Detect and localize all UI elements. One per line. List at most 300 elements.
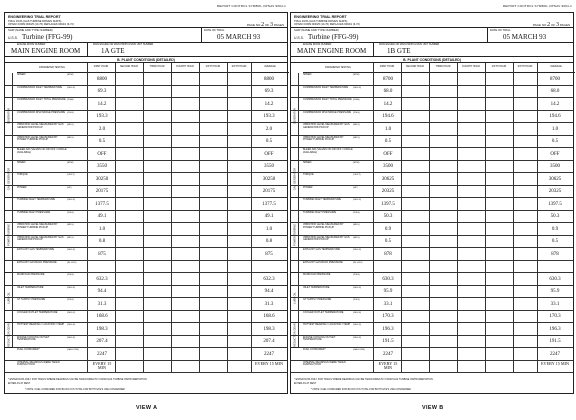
main-engine-value: 1B GTE <box>387 47 411 55</box>
parameter-label: MANIFOLD PRESSURE <box>303 273 331 276</box>
average-value: 20325 <box>548 189 562 194</box>
first-hour-value: 14.2 <box>383 101 393 107</box>
parameter-label: TURBINE INLET TEMPERATURE <box>17 198 56 201</box>
side-band-label: POWER TURBINE <box>5 198 13 273</box>
parameter-unit: (PSIG) <box>353 111 360 114</box>
parameter-label: BLEED AIR (VALVES ON OR OFF / CIRCLE AVAILABLE) <box>17 148 67 154</box>
form-subtitle: TRIAL DATA (GAS TURBINE DRIVEN SHIPS) <box>8 19 62 23</box>
average-value: 8700 <box>550 76 560 82</box>
table-row <box>291 86 573 99</box>
average-value: 2.0 <box>265 126 273 132</box>
report-sheet-view-b <box>290 4 574 396</box>
average-value: 0.5 <box>265 139 273 144</box>
table-row <box>5 223 287 236</box>
parameter-unit: (MILS) <box>67 136 74 139</box>
parameter-unit: (DEG F) <box>67 286 76 289</box>
side-band-label: GENERATOR <box>5 73 13 161</box>
form-subtitle: TRIAL DATA (GAS TURBINE DRIVEN SHIPS) <box>294 19 348 23</box>
first-hour-value: 194.6 <box>382 114 394 119</box>
parameter-label: ENGINE COOLING OUTLET TEMPERATURE <box>303 335 336 342</box>
col-header-1: FIRST HOUR <box>373 63 401 73</box>
first-hour-value: 0.8 <box>98 239 106 244</box>
average-value: 49.1 <box>264 214 274 219</box>
table-row <box>291 211 573 224</box>
first-hour-value: 69.3 <box>97 89 107 94</box>
side-band-label: REDUCTION GEAR <box>291 323 299 348</box>
table-row <box>5 86 287 99</box>
parameter-unit: (DEG F) <box>353 249 362 251</box>
side-band-label: GAS GENERATOR <box>291 161 299 199</box>
parameter-unit: (IN. H2O) <box>353 261 363 264</box>
table-row <box>5 273 287 286</box>
parameter-unit: (DEG F) <box>67 336 76 339</box>
parameter-label: GT SUPPLY PRESSURE <box>303 298 332 301</box>
average-value: 1397.5 <box>548 201 562 207</box>
average-value: 50.3 <box>550 214 560 219</box>
parameter-unit: (DEG F) <box>353 199 362 201</box>
parameter-unit: (PSIG) <box>353 211 360 214</box>
parameter-label: SPEED <box>303 73 312 76</box>
first-hour-value: 8800 <box>97 76 107 82</box>
parameter-label: POWER <box>17 185 27 189</box>
form-number: OPNAV FORM 9094/5 (10-76) REPLACES 9094/1 (6-72) <box>8 22 74 26</box>
first-hour-value: 14.2 <box>97 101 107 107</box>
table-row <box>5 111 287 124</box>
col-header-3: THIRD HOUR <box>429 63 457 73</box>
first-hour-value: 196.3 <box>382 326 394 332</box>
parameter-label: INTERVAL READINGS WERE TAKEN DURING HOUR <box>303 360 346 367</box>
engine-room-label: ENGINE ROOM NUMBER <box>303 43 332 46</box>
trial-date: 05 MARCH 93 <box>503 33 547 41</box>
view-b-caption: VIEW B <box>422 405 444 411</box>
parameter-unit: (PSIG) <box>67 111 74 114</box>
first-hour-value: 875 <box>98 251 106 257</box>
parameter-label: HOTTEST BEARING / LOCATION / TEMP <box>303 323 351 326</box>
col-header-4: FOURTH HOUR <box>171 63 199 73</box>
ship-prefix: U.S.S. <box>294 36 304 40</box>
parameter-unit: (MILS) <box>353 224 360 226</box>
parameter-label: ENGINE COOLING OUTLET TEMPERATURE <box>17 335 50 342</box>
first-hour-value: 1.0 <box>98 226 106 232</box>
trial-date: 05 MARCH 93 <box>217 33 261 41</box>
parameter-unit: (DEG F) <box>353 286 362 289</box>
parameter-label: SPEED <box>303 160 312 164</box>
col-header-2: SECOND HOUR <box>401 63 429 73</box>
parameter-label: TORQUE <box>303 173 314 176</box>
parameter-unit: (IN. H2O) <box>67 261 77 264</box>
first-hour-value: 632.3 <box>96 276 108 282</box>
parameter-unit: (DEG F) <box>67 311 76 314</box>
average-value: EVERY 15 MIN <box>255 360 283 366</box>
page-total: 3 <box>270 22 274 28</box>
table-row <box>5 298 287 311</box>
parameter-label: SPEED <box>17 160 26 164</box>
col-header-5: FIFTH HOUR <box>199 63 227 73</box>
average-value: 194.6 <box>549 114 561 119</box>
table-row <box>5 348 287 361</box>
average-value: 94.4 <box>264 289 274 294</box>
table-row <box>291 336 573 349</box>
col-header-4: FOURTH HOUR <box>457 63 485 73</box>
average-value: 30250 <box>262 176 276 182</box>
first-hour-value: 0.5 <box>384 139 392 144</box>
page-total: 3 <box>556 22 560 28</box>
col-header-6: SIXTH HOUR <box>227 63 251 73</box>
table-row <box>291 161 573 174</box>
average-value: 0.5 <box>551 239 559 244</box>
first-hour-value: 20325 <box>381 189 395 194</box>
table-row <box>5 248 287 261</box>
parameter-unit: (PSIG) <box>353 274 360 276</box>
side-band-label: GAS GENERATOR <box>5 161 13 199</box>
parameter-unit: (MILS) <box>67 124 74 126</box>
average-value: 68.0 <box>550 89 560 94</box>
parameter-unit: (RPM) <box>353 74 360 76</box>
side-band-label: REDUCTION GEAR <box>5 323 13 348</box>
ship-label: SHIP (NAME AND TYPE NUMBER) <box>8 28 53 32</box>
first-hour-value: 30625 <box>381 176 395 182</box>
parameter-unit: (LB-FT) <box>353 174 361 176</box>
parameter-unit: (PSIA) <box>353 99 360 101</box>
side-band-label: GENERATOR <box>291 73 299 161</box>
first-hour-value: 1397.5 <box>381 201 395 207</box>
parameter-label: INLET TEMPERATURE <box>303 285 330 289</box>
footnote-1: * ENTER DATA ONLY FOR TRIALS WHERE READINGS CAN BE TAKEN DIRECTLY FROM GAS TURBINE INSTRUMENTATION <box>8 378 147 381</box>
col-header-2: SECOND HOUR <box>115 63 143 73</box>
table-row <box>291 248 573 261</box>
ship-label: SHIP (NAME AND TYPE NUMBER) <box>294 28 339 32</box>
col-header-6: SIXTH HOUR <box>513 63 537 73</box>
average-value: 2247 <box>264 351 274 357</box>
col-header-1: FIRST HOUR <box>87 63 115 73</box>
table-row <box>291 323 573 336</box>
average-value: 191.5 <box>549 339 561 344</box>
parameter-unit: (DEG F) <box>353 336 362 339</box>
first-hour-value: OFF <box>383 151 393 157</box>
parameter-unit: (DEG F) <box>67 199 76 201</box>
parameter-unit: (MILS) <box>67 224 74 226</box>
first-hour-value: 68.0 <box>383 89 393 94</box>
main-engine-label: MAIN ENGINE OR MAIN PROPULSION UNIT NUMBER <box>93 43 154 46</box>
average-value: OFF <box>264 151 274 157</box>
table-row <box>5 136 287 149</box>
col-header-7: AVERAGE <box>251 63 289 73</box>
first-hour-value: 2.0 <box>98 126 106 132</box>
first-hour-value: 1377.5 <box>95 201 109 207</box>
parameter-unit: (RPM) <box>67 74 74 76</box>
first-hour-value: 170.3 <box>382 314 394 319</box>
parameter-unit: (HP) <box>67 186 72 189</box>
table-row <box>5 148 287 161</box>
section-heading: B. PLANT CONDITIONS (DETAILED) <box>5 57 287 63</box>
parameter-label: VIBRATION LEVEL MEASURED BY POWER TURBINE PICKUP <box>17 223 58 229</box>
table-row <box>291 186 573 199</box>
date-label: DATE OF TRIAL <box>490 28 511 32</box>
parameter-label: COMPRESSOR INLET TOTAL PRESSURE <box>303 98 352 101</box>
parameter-label: SPEED <box>17 73 26 76</box>
parameter-unit: (PSIG) <box>353 299 360 301</box>
table-row <box>5 73 287 86</box>
average-value: 2247 <box>550 351 560 357</box>
first-hour-value: EVERY 15 MIN <box>92 360 112 371</box>
parameter-unit: (DEG F) <box>353 324 362 326</box>
average-value: 0.5 <box>551 139 559 144</box>
parameter-label: COMPRESSOR INLET TEMPERATURE <box>303 85 349 89</box>
first-hour-value: 1.0 <box>384 126 392 132</box>
first-hour-value: 168.6 <box>96 314 108 319</box>
parameter-unit: (DEG F) <box>353 86 362 89</box>
average-value: 168.6 <box>263 314 275 319</box>
first-hour-value: 3500 <box>383 164 393 169</box>
parameter-label: EXHAUST GAS TEMPERATURE <box>303 248 341 251</box>
footnote-3: * NOTE: FUEL CONSUMED FOR BLOCK 8 IS TOTAL FOR BOTH GTE'S USE CONCERNED <box>25 388 125 391</box>
form-header <box>5 13 287 57</box>
engine-room-value: MAIN ENGINE ROOM <box>297 47 367 55</box>
parameter-label: EXHAUST GAS BACK PRESSURE <box>17 260 57 264</box>
parameter-label: VIBRATION LEVEL MEASURED BY GAS GENERATOR PICKUP <box>17 123 64 129</box>
parameter-label: INTERVAL READINGS WERE TAKEN DURING HOUR <box>17 360 60 367</box>
parameter-label: FUEL CONSUMED* <box>303 348 326 351</box>
table-row <box>5 336 287 349</box>
first-hour-value: 94.4 <box>97 289 107 294</box>
parameter-unit: (RPM) <box>67 161 74 164</box>
average-value: 1.0 <box>265 226 273 232</box>
table-row <box>5 261 287 274</box>
parameter-unit: (MILS) <box>353 136 360 139</box>
parameter-unit: (PSIG) <box>67 274 74 276</box>
table-row <box>291 261 573 274</box>
table-row <box>291 123 573 136</box>
first-hour-value: 31.3 <box>97 301 107 307</box>
section-heading: B. PLANT CONDITIONS (DETAILED) <box>291 57 573 63</box>
parameter-label: COMPRESSOR INLET TOTAL PRESSURE <box>17 98 66 101</box>
parameter-label: FUEL CONSUMED* <box>17 348 40 351</box>
col-header-parameter: PARAMETER TESTING <box>17 63 87 73</box>
average-value: 95.9 <box>550 289 560 294</box>
average-value: 14.2 <box>550 101 560 107</box>
table-row <box>291 136 573 149</box>
table-row <box>291 348 573 361</box>
parameter-label: TURBINE INLET TEMPERATURE <box>303 198 342 201</box>
first-hour-value: 0.9 <box>384 226 392 232</box>
table-row <box>291 236 573 249</box>
first-hour-value: 207.4 <box>96 339 108 344</box>
report-sheet-view-a <box>4 4 288 396</box>
parameter-label: VIBRATION LEVEL MEASURED BY GAS GENERATOR PICKUP <box>17 235 64 242</box>
form-title: ENGINEERING TRIAL REPORT <box>294 15 347 19</box>
table-row <box>291 73 573 86</box>
average-value: 69.3 <box>264 89 274 94</box>
first-hour-value: 3550 <box>97 164 107 169</box>
average-value: 193.3 <box>263 114 275 119</box>
average-value: 1.0 <box>551 126 559 132</box>
average-value: EVERY 15 MIN <box>541 360 569 366</box>
parameter-label: TORQUE <box>17 173 28 176</box>
parameter-label: MANIFOLD PRESSURE <box>17 273 45 276</box>
parameter-label: TURBINE INLET PRESSURE <box>17 210 51 214</box>
parameter-label: VIBRATION LEVEL MEASURED BY GAS GENERATOR PICKUP <box>303 235 350 242</box>
col-header-3: THIRD HOUR <box>143 63 171 73</box>
parameter-unit: (DEG F) <box>67 324 76 326</box>
first-hour-value: 191.5 <box>382 339 394 344</box>
average-value: 632.3 <box>263 276 275 282</box>
table-row <box>291 98 573 111</box>
footnote-2: ENTER AS AT REST <box>8 381 31 385</box>
table-row <box>5 186 287 199</box>
parameter-unit: (DEG F) <box>67 249 76 251</box>
first-hour-value: 2247 <box>383 351 393 357</box>
first-hour-value: 198.3 <box>96 326 108 332</box>
parameter-label: TURBINE INLET PRESSURE <box>303 210 337 214</box>
table-row <box>5 286 287 299</box>
average-value: 3500 <box>550 164 560 169</box>
side-band-label: LUBE OIL <box>5 273 13 323</box>
report-control-symbol: REPORT CONTROL SYMBOL OPNAV 9094-1 <box>216 4 286 8</box>
parameter-unit: (LB-FT) <box>67 174 75 176</box>
first-hour-value: 2247 <box>97 351 107 357</box>
parameter-unit: (MILS) <box>67 236 74 239</box>
table-row <box>291 223 573 236</box>
table-row <box>291 286 573 299</box>
parameter-label: COMPRESSOR DISCHARGE PRESSURE <box>303 110 352 114</box>
first-hour-value: 8700 <box>383 76 393 82</box>
form-number: OPNAV FORM 9094/5 (10-76) REPLACES 9094/1 (6-72) <box>294 22 360 26</box>
table-row <box>291 311 573 324</box>
table-row <box>291 361 573 374</box>
main-engine-value: 1A GTE <box>101 47 125 55</box>
average-value: 878 <box>551 251 559 257</box>
table-row <box>5 211 287 224</box>
table-row <box>5 98 287 111</box>
average-value: 630.3 <box>549 276 561 282</box>
first-hour-value: 95.9 <box>383 289 393 294</box>
average-value: 1377.5 <box>262 201 276 207</box>
parameter-label: VIBRATION LEVEL MEASURED BY POWER TURBINE PICKUP <box>303 135 344 142</box>
parameter-label: EXHAUST GAS TEMPERATURE <box>17 248 55 251</box>
parameter-label: HOTTEST BEARING / LOCATION / TEMP <box>17 323 65 326</box>
table-row <box>291 173 573 186</box>
average-value: 875 <box>265 251 273 257</box>
parameter-unit: (RPM) <box>353 161 360 164</box>
engine-room-value: MAIN ENGINE ROOM <box>11 47 81 55</box>
first-hour-value: 33.1 <box>383 301 393 307</box>
average-value: 20175 <box>262 189 276 194</box>
parameter-unit: (DEG F) <box>67 86 76 89</box>
parameter-unit: (MILS) <box>353 236 360 239</box>
average-value: 196.3 <box>549 326 561 332</box>
average-value: 3550 <box>264 164 274 169</box>
table-row <box>291 111 573 124</box>
parameter-label: VIBRATION LEVEL MEASURED BY GAS GENERATOR PICKUP <box>303 123 350 129</box>
main-engine-label: MAIN ENGINE OR MAIN PROPULSION UNIT NUMBER <box>379 43 440 46</box>
ship-prefix: U.S.S. <box>8 36 18 40</box>
parameter-label: EXHAUST GAS BACK PRESSURE <box>303 260 343 264</box>
table-row <box>5 198 287 211</box>
parameter-unit: (PSIG) <box>67 211 74 214</box>
footnote-1: * ENTER DATA ONLY FOR TRIALS WHERE READINGS CAN BE TAKEN DIRECTLY FROM GAS TURBINE INSTRUMENTATION <box>294 378 433 381</box>
parameter-label: VIBRATION LEVEL MEASURED BY POWER TURBINE PICKUP <box>303 223 344 229</box>
average-value: 198.3 <box>263 326 275 332</box>
table-row <box>5 123 287 136</box>
table-row <box>291 298 573 311</box>
footnote-3: * NOTE: FUEL CONSUMED FOR BLOCK 8 IS TOTAL FOR BOTH GTE'S USE CONCERNED <box>311 388 411 391</box>
average-value: 170.3 <box>549 314 561 319</box>
average-value: 30625 <box>548 176 562 182</box>
first-hour-value: 878 <box>384 251 392 257</box>
first-hour-value: 50.3 <box>383 214 393 219</box>
average-value: 8800 <box>264 76 274 82</box>
footnote-2: ENTER AS AT REST <box>294 381 317 385</box>
side-band-label: POWER TURBINE <box>291 198 299 273</box>
parameter-label: COMPRESSOR INLET TEMPERATURE <box>17 85 63 89</box>
first-hour-value: 49.1 <box>97 214 107 219</box>
page-indicator: PAGE NO 2 OF 3 PAGES <box>532 22 570 28</box>
page-number: 2 <box>261 22 265 28</box>
table-row <box>5 236 287 249</box>
average-value: 31.3 <box>264 301 274 307</box>
table-row <box>5 311 287 324</box>
parameter-label: VIBRATION LEVEL MEASURED BY POWER TURBINE PICKUP <box>17 135 58 142</box>
col-header-7: AVERAGE <box>537 63 575 73</box>
parameter-unit: (GALLONS) <box>353 349 365 351</box>
trial-report-form <box>4 12 288 394</box>
date-label: DATE OF TRIAL <box>204 28 225 32</box>
average-value: 207.4 <box>263 339 275 344</box>
first-hour-value: 30250 <box>95 176 109 182</box>
first-hour-value: 20175 <box>95 189 109 194</box>
parameter-unit: (PSIA) <box>67 99 74 101</box>
table-row <box>291 273 573 286</box>
report-control-symbol: REPORT CONTROL SYMBOL OPNAV 9094-1 <box>502 4 572 8</box>
page-indicator: PAGE NO 2 OF 3 PAGES <box>246 22 284 28</box>
side-band-label: LUBE OIL <box>291 273 299 323</box>
parameter-unit: (HP) <box>353 186 358 189</box>
table-row <box>5 173 287 186</box>
view-a-caption: VIEW A <box>136 405 158 411</box>
table-row <box>5 161 287 174</box>
parameter-unit: (PSIG) <box>67 299 74 301</box>
parameter-label: INLET TEMPERATURE <box>17 285 44 289</box>
table-row <box>291 148 573 161</box>
parameter-label: POWER <box>303 185 313 189</box>
parameter-label: COOLER OUTLET TEMPERATURE <box>17 310 58 314</box>
first-hour-value: EVERY 15 MIN <box>378 360 398 371</box>
col-header-5: FIFTH HOUR <box>485 63 513 73</box>
form-title: ENGINEERING TRIAL REPORT <box>8 15 61 19</box>
parameter-label: BLEED AIR (VALVES ON OR OFF / CIRCLE AVAILABLE) <box>303 148 353 154</box>
col-header-parameter: PARAMETER TESTING <box>303 63 373 73</box>
table-row <box>5 361 287 374</box>
trial-report-form <box>290 12 574 394</box>
average-value: 33.1 <box>550 301 560 307</box>
table-row <box>291 198 573 211</box>
parameter-label: GT SUPPLY PRESSURE <box>17 298 46 301</box>
parameter-label: COOLER OUTLET TEMPERATURE <box>303 310 344 314</box>
first-hour-value: 0.5 <box>98 139 106 144</box>
ship-name: Turbine (FFG-99) <box>22 33 73 41</box>
average-value: 14.2 <box>264 101 274 107</box>
parameter-unit: (MILS) <box>353 124 360 126</box>
ship-name: Turbine (FFG-99) <box>308 33 359 41</box>
first-hour-value: 0.5 <box>384 239 392 244</box>
parameter-label: COMPRESSOR DISCHARGE PRESSURE <box>17 110 66 114</box>
first-hour-value: 630.3 <box>382 276 394 282</box>
parameter-unit: (GALLONS) <box>67 349 79 351</box>
first-hour-value: OFF <box>97 151 107 157</box>
table-row <box>5 323 287 336</box>
page-number: 2 <box>547 22 551 28</box>
average-value: 0.9 <box>551 226 559 232</box>
